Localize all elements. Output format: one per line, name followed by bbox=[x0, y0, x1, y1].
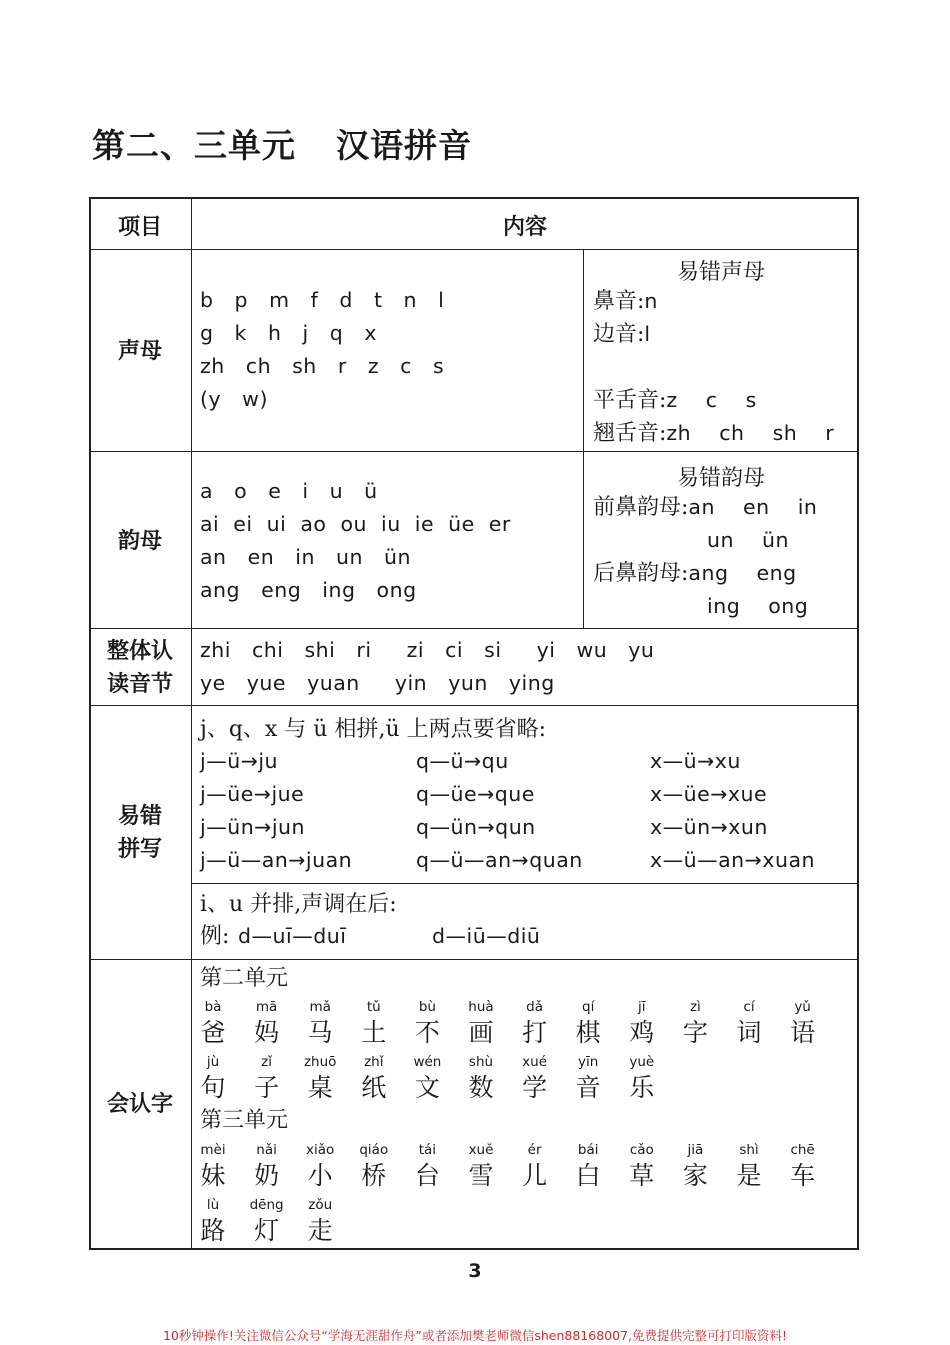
yicuo-cell: q—ün→qun bbox=[416, 815, 536, 839]
yicuo-row bbox=[200, 778, 850, 811]
char-hanzi: 爸 bbox=[200, 1018, 226, 1047]
char-pinyin: yǔ bbox=[794, 999, 811, 1015]
char-pinyin: qiáo bbox=[359, 1142, 389, 1158]
char-cell bbox=[293, 1052, 347, 1104]
yicuo-table bbox=[200, 745, 850, 877]
char-cell bbox=[400, 997, 454, 1049]
char-hanzi: 桥 bbox=[361, 1161, 387, 1190]
char-hanzi: 路 bbox=[200, 1216, 226, 1245]
tricky-label: 翘舌音: bbox=[593, 421, 667, 446]
char-hanzi: 打 bbox=[522, 1018, 548, 1047]
char-pinyin: cǎo bbox=[629, 1142, 654, 1158]
char-pinyin: mā bbox=[255, 999, 278, 1015]
char-pinyin: huà bbox=[468, 999, 494, 1015]
char-hanzi: 画 bbox=[468, 1018, 494, 1047]
char-cell bbox=[508, 997, 562, 1049]
char-pinyin: zhuō bbox=[303, 1054, 337, 1070]
char-cell bbox=[186, 1140, 240, 1192]
shengmu-line: g k h j q x bbox=[200, 321, 377, 345]
char-pinyin: dǎ bbox=[526, 999, 544, 1015]
tricky-shengmu-title: 易错声母 bbox=[676, 260, 765, 285]
front-nasal-label: 前鼻韵母: bbox=[593, 495, 689, 520]
tricky-label: 鼻音: bbox=[593, 289, 645, 314]
yunmu-line: an en in un ün bbox=[200, 545, 412, 569]
char-cell bbox=[561, 1140, 615, 1192]
char-hanzi: 棋 bbox=[575, 1018, 601, 1047]
back-nasal-line: ang eng bbox=[688, 561, 797, 585]
char-pinyin: tǔ bbox=[366, 999, 381, 1015]
char-pinyin: zì bbox=[689, 999, 701, 1015]
char-hanzi: 车 bbox=[790, 1161, 816, 1190]
char-pinyin: nǎi bbox=[256, 1142, 277, 1158]
label-line: 拼写 bbox=[117, 837, 162, 862]
yicuo-cell: j—ü—an→juan bbox=[200, 848, 353, 872]
char-pinyin: xiǎo bbox=[306, 1142, 335, 1158]
char-cell bbox=[615, 1140, 669, 1192]
char-pinyin: bà bbox=[204, 999, 222, 1015]
back-nasal-line: ing ong bbox=[707, 594, 809, 618]
char-pinyin: qí bbox=[582, 999, 595, 1015]
char-cell bbox=[668, 1140, 722, 1192]
label-yicuo bbox=[89, 800, 191, 866]
yicuo-row bbox=[200, 844, 850, 877]
char-hanzi: 桌 bbox=[307, 1073, 333, 1102]
char-hanzi: 妈 bbox=[254, 1018, 280, 1047]
shengmu-line: b p m f d t n l bbox=[200, 288, 445, 312]
char-pinyin: jī bbox=[638, 999, 646, 1015]
char-hanzi: 白 bbox=[575, 1161, 601, 1190]
zhengti-list bbox=[200, 634, 654, 700]
char-pinyin: bái bbox=[577, 1142, 599, 1158]
char-cell bbox=[400, 1140, 454, 1192]
yicuo-cell: x—ü—an→xuan bbox=[650, 848, 816, 872]
header-item: 项目 bbox=[117, 215, 162, 240]
char-cell bbox=[615, 1052, 669, 1104]
tricky-label: 平舌音: bbox=[593, 388, 667, 413]
yicuo-cell: q—ü→qu bbox=[416, 749, 509, 773]
yicuo-row bbox=[200, 811, 850, 844]
yicuo-cell: x—üe→xue bbox=[650, 782, 768, 806]
char-cell bbox=[561, 1052, 615, 1104]
label-zhengti bbox=[89, 635, 191, 701]
example-item: d—uī—duī bbox=[238, 924, 347, 948]
yicuo-row bbox=[200, 745, 850, 778]
unit3-title: 第三单元 bbox=[200, 1108, 289, 1133]
char-pinyin: cí bbox=[743, 999, 755, 1015]
label-yunmu: 韵母 bbox=[117, 529, 162, 554]
yicuo-cell: x—ü→xu bbox=[650, 749, 741, 773]
char-pinyin: mǎ bbox=[309, 999, 331, 1015]
char-pinyin: yuè bbox=[629, 1054, 655, 1070]
char-cell bbox=[186, 1195, 240, 1247]
yunmu-line: ai ei ui ao ou iu ie üe er bbox=[200, 512, 511, 536]
char-cell bbox=[186, 997, 240, 1049]
char-pinyin: zǒu bbox=[308, 1197, 333, 1213]
char-pinyin: shù bbox=[468, 1054, 494, 1070]
char-pinyin: bù bbox=[418, 999, 436, 1015]
char-cell bbox=[293, 997, 347, 1049]
char-hanzi: 是 bbox=[736, 1161, 762, 1190]
char-hanzi: 灯 bbox=[254, 1216, 280, 1245]
yicuo-cell: j—ü→ju bbox=[200, 749, 279, 773]
char-cell bbox=[668, 997, 722, 1049]
title-unit: 第二、三单元 bbox=[92, 126, 296, 165]
tricky-shengmu-list bbox=[593, 285, 834, 450]
char-hanzi: 子 bbox=[254, 1073, 280, 1102]
label-huirenzi: 会认字 bbox=[106, 1092, 173, 1117]
yicuo-example bbox=[200, 920, 800, 953]
yicuo-cell: j—ün→jun bbox=[200, 815, 306, 839]
char-cell bbox=[240, 1052, 294, 1104]
zhengti-line: zhi chi shi ri zi ci si yi wu yu bbox=[200, 638, 655, 662]
char-cell bbox=[722, 1140, 776, 1192]
label-shengmu: 声母 bbox=[117, 339, 162, 364]
tricky-value: l bbox=[644, 322, 651, 346]
char-pinyin: zǐ bbox=[261, 1054, 273, 1070]
title-subject: 汉语拼音 bbox=[336, 126, 472, 165]
char-hanzi: 奶 bbox=[254, 1161, 280, 1190]
yicuo-cell: x—ün→xun bbox=[650, 815, 768, 839]
char-pinyin: shì bbox=[739, 1142, 759, 1158]
tricky-label: 边音: bbox=[593, 322, 645, 347]
char-cell bbox=[186, 1052, 240, 1104]
char-cell bbox=[240, 1195, 294, 1247]
yicuo-cell: q—ü—an→quan bbox=[416, 848, 583, 872]
char-hanzi: 鸡 bbox=[629, 1018, 655, 1047]
char-cell bbox=[776, 1140, 830, 1192]
char-pinyin: chē bbox=[790, 1142, 815, 1158]
yunmu-line: ang eng ing ong bbox=[200, 578, 417, 602]
char-pinyin: jù bbox=[206, 1054, 220, 1070]
char-hanzi: 土 bbox=[361, 1018, 387, 1047]
char-hanzi: 句 bbox=[200, 1073, 226, 1102]
char-cell bbox=[454, 997, 508, 1049]
char-cell bbox=[776, 997, 830, 1049]
char-hanzi: 小 bbox=[307, 1161, 333, 1190]
char-hanzi: 纸 bbox=[361, 1073, 387, 1102]
yicuo-cell: j—üe→jue bbox=[200, 782, 305, 806]
yicuo-cell: q—üe→que bbox=[416, 782, 535, 806]
char-cell bbox=[454, 1052, 508, 1104]
char-cell bbox=[722, 997, 776, 1049]
zhengti-line: ye yue yuan yin yun ying bbox=[200, 671, 555, 695]
char-cell bbox=[347, 1140, 401, 1192]
char-pinyin: ér bbox=[527, 1142, 542, 1158]
example-label: 例: bbox=[200, 924, 230, 949]
char-hanzi: 雪 bbox=[468, 1161, 494, 1190]
char-hanzi: 字 bbox=[682, 1018, 708, 1047]
page-number: 3 bbox=[468, 1260, 482, 1282]
char-hanzi: 音 bbox=[575, 1073, 601, 1102]
label-line: 读音节 bbox=[106, 672, 173, 697]
yicuo-rule1: j、q、x 与 ü 相拼,ü 上两点要省略: bbox=[200, 717, 547, 742]
unit2-title: 第二单元 bbox=[200, 966, 289, 991]
tricky-value: z c s bbox=[666, 388, 757, 412]
yicuo-rule2: i、u 并排,声调在后: bbox=[200, 892, 397, 917]
yunmu-line: a o e i u ü bbox=[200, 479, 378, 503]
char-hanzi: 学 bbox=[522, 1073, 548, 1102]
tricky-value: n bbox=[644, 289, 658, 313]
example-item: d—iū—diū bbox=[432, 924, 541, 948]
shengmu-line: (y w) bbox=[200, 387, 268, 411]
tricky-yunmu-list bbox=[593, 491, 817, 623]
char-hanzi: 词 bbox=[736, 1018, 762, 1047]
label-line: 整体认 bbox=[106, 639, 173, 664]
char-cell bbox=[293, 1195, 347, 1247]
label-line: 易错 bbox=[117, 804, 162, 829]
char-pinyin: dēng bbox=[249, 1197, 284, 1213]
char-hanzi: 台 bbox=[414, 1161, 440, 1190]
char-pinyin: lù bbox=[206, 1197, 220, 1213]
header-content: 内容 bbox=[502, 215, 547, 240]
front-nasal-line: an en in bbox=[688, 495, 818, 519]
char-cell bbox=[347, 1052, 401, 1104]
char-pinyin: xué bbox=[522, 1054, 548, 1070]
char-hanzi: 马 bbox=[307, 1018, 333, 1047]
char-hanzi: 家 bbox=[682, 1161, 708, 1190]
char-hanzi: 数 bbox=[468, 1073, 494, 1102]
footer-notice: 10秒钟操作!关注微信公众号“学海无涯甜作舟”或者添加樊老师微信shen88168007,免费提供完整可打印版资料! bbox=[162, 1328, 788, 1343]
char-hanzi: 文 bbox=[414, 1073, 440, 1102]
char-hanzi: 儿 bbox=[522, 1161, 548, 1190]
char-pinyin: wén bbox=[413, 1054, 442, 1070]
char-pinyin: tái bbox=[418, 1142, 437, 1158]
char-cell bbox=[454, 1140, 508, 1192]
char-cell bbox=[347, 997, 401, 1049]
char-cell bbox=[615, 997, 669, 1049]
char-hanzi: 语 bbox=[790, 1018, 816, 1047]
char-pinyin: yīn bbox=[578, 1054, 599, 1070]
shengmu-line: zh ch sh r z c s bbox=[200, 354, 445, 378]
char-pinyin: mèi bbox=[200, 1142, 226, 1158]
char-hanzi: 走 bbox=[307, 1216, 333, 1245]
char-cell bbox=[561, 997, 615, 1049]
char-hanzi: 草 bbox=[629, 1161, 655, 1190]
char-cell bbox=[240, 1140, 294, 1192]
char-pinyin: jiā bbox=[687, 1142, 704, 1158]
char-hanzi: 妹 bbox=[200, 1161, 226, 1190]
back-nasal-label: 后鼻韵母: bbox=[593, 561, 689, 586]
char-pinyin: xuě bbox=[468, 1142, 494, 1158]
char-cell bbox=[508, 1140, 562, 1192]
char-cell bbox=[508, 1052, 562, 1104]
page-title bbox=[92, 120, 472, 167]
char-hanzi: 乐 bbox=[629, 1073, 655, 1102]
tricky-value: zh ch sh r bbox=[666, 421, 835, 445]
char-cell bbox=[293, 1140, 347, 1192]
char-cell bbox=[240, 997, 294, 1049]
char-cell bbox=[400, 1052, 454, 1104]
front-nasal-line: un ün bbox=[707, 528, 790, 552]
tricky-yunmu-title: 易错韵母 bbox=[676, 466, 765, 491]
char-hanzi: 不 bbox=[414, 1018, 440, 1047]
yunmu-list bbox=[200, 475, 511, 607]
shengmu-list bbox=[200, 284, 444, 416]
char-pinyin: zhǐ bbox=[364, 1054, 384, 1070]
